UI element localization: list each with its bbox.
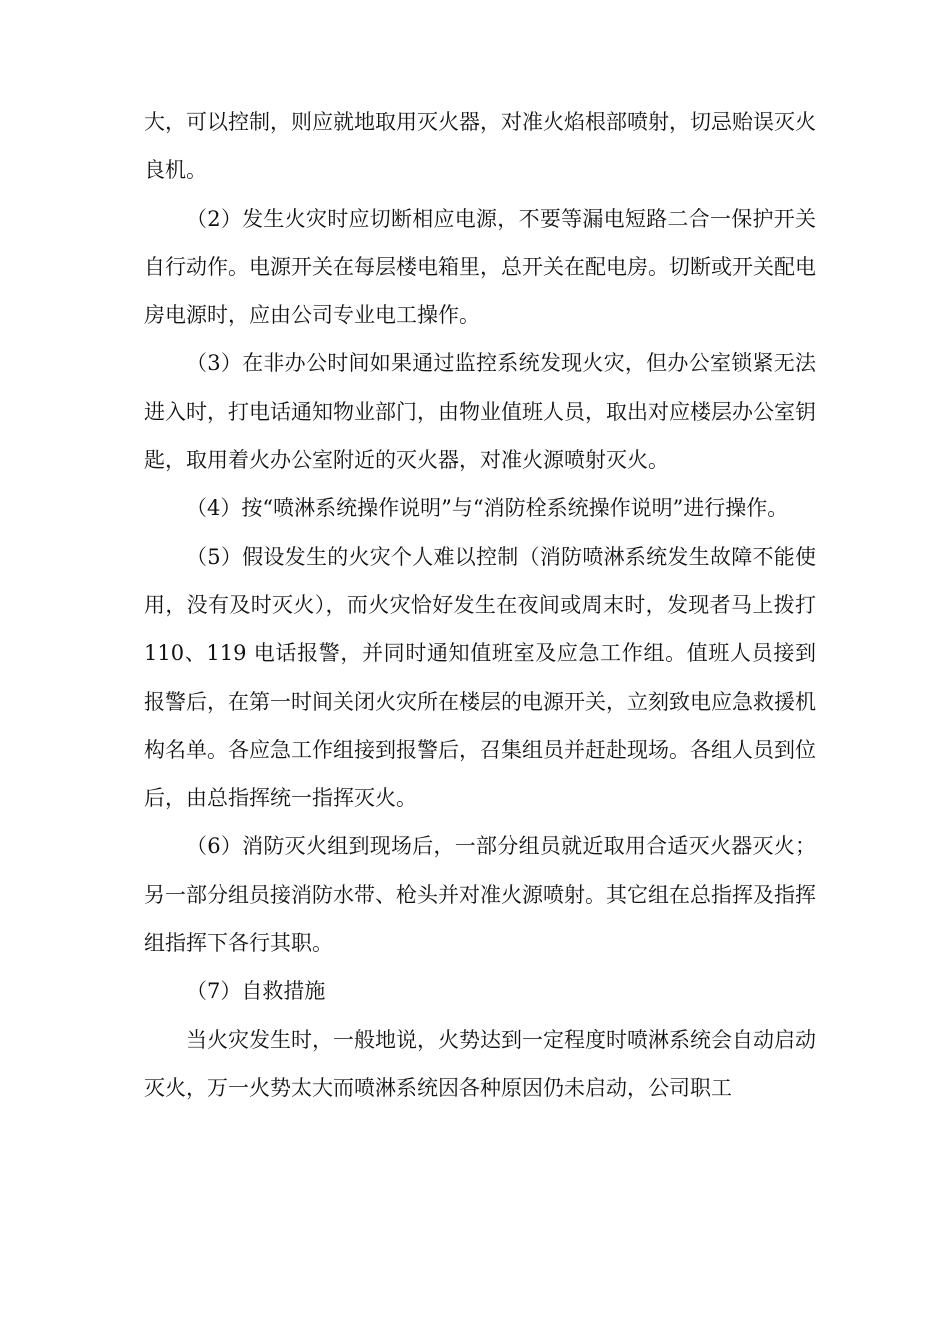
paragraph-item-6: （6）消防灭火组到现场后，一部分组员就近取用合适灭火器灭火；另一部分组员接消防水带、枪头并对准火源喷射。其它组在总指挥及指挥组指挥下各行其职。 <box>144 834 816 956</box>
paragraph-item-5: （5）假设发生的火灾个人难以控制（消防喷淋系统发生故障不能使用，没有及时灭火），而火灾恰好发生在夜间或周末时，发现者马上拨打 110、119 电话报警，并同时通知值班室及应急工作组。值班人员接到报警后，在第一时间关闭火灾所在楼层的电源开关，立刻致电应急救援机构名单。各应急工作组接到报警后，召集组员并赶赴现场。各组人员到位后，由总指挥统一指挥灭火。 <box>144 544 816 811</box>
paragraph-item-4: （4）按“喷淋系统操作说明”与“消防栓系统操作说明”进行操作。 <box>186 496 789 521</box>
paragraph-item-3: （3）在非办公时间如果通过监控系统发现火灾，但办公室锁紧无法进入时，打电话通知物业部门，由物业值班人员，取出对应楼层办公室钥匙，取用着火办公室附近的灭火器，对准火源喷射灭火。 <box>144 351 816 473</box>
paragraph-continuation: 大，可以控制，则应就地取用灭火器，对准火焰根部喷射，切忌贻误灭火良机。 <box>144 110 816 183</box>
paragraph-self-rescue: 当火灾发生时，一般地说，火势达到一定程度时喷淋系统会自动启动灭火，万一火势太大而喷淋系统因各种原因仍未启动，公司职工 <box>144 1027 816 1100</box>
paragraph-item-2: （2）发生火灾时应切断相应电源，不要等漏电短路二合一保护开关自行动作。电源开关在每层楼电箱里，总开关在配电房。切断或开关配电房电源时，应由公司专业电工操作。 <box>144 206 816 328</box>
document-body <box>144 98 816 1112</box>
section-heading-self-rescue: （7）自救措施 <box>186 979 326 1004</box>
